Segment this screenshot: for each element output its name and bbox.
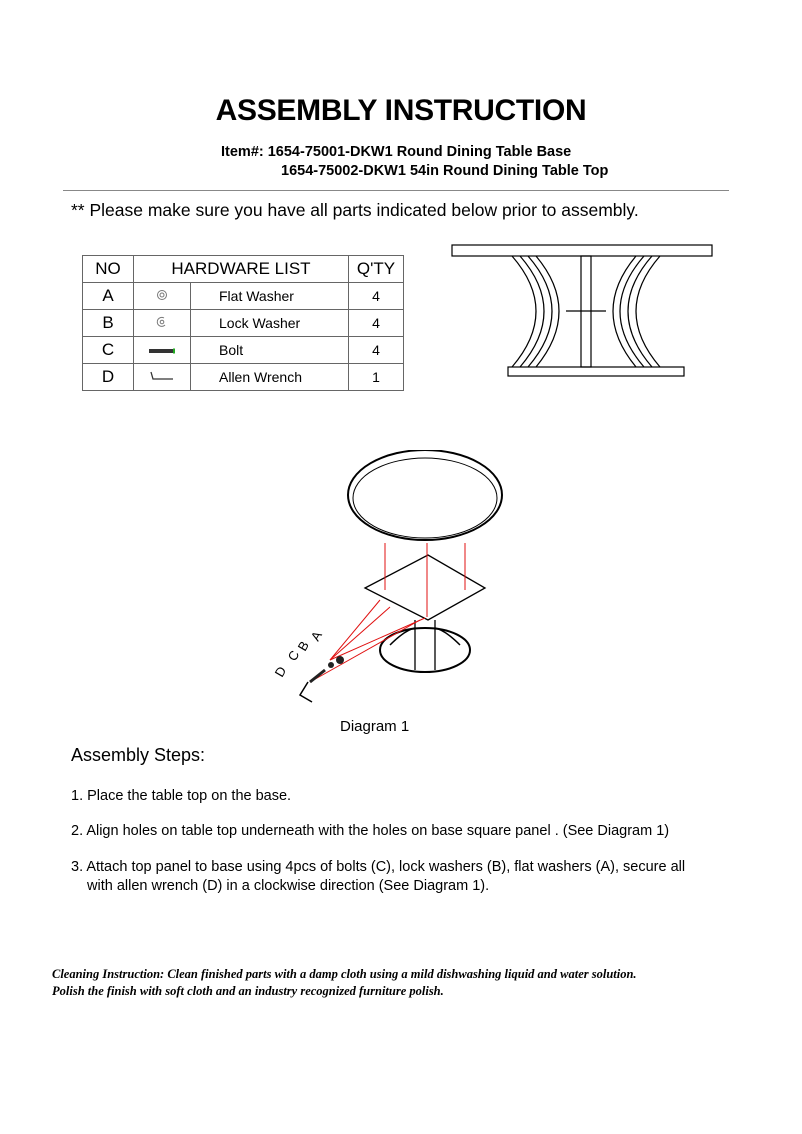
table-row <box>83 337 404 364</box>
table-row <box>83 364 404 391</box>
label-c: C <box>284 647 303 664</box>
row-no: A <box>83 283 134 310</box>
table-row <box>83 283 404 310</box>
row-name: Flat Washer <box>191 283 349 310</box>
label-b: B <box>294 638 312 654</box>
row-no: C <box>83 337 134 364</box>
allen-wrench-icon <box>134 364 191 391</box>
cleaning-instruction-line-2: Polish the finish with soft cloth and an industry recognized furniture polish. <box>52 984 444 998</box>
label-d: D <box>271 663 290 680</box>
divider <box>63 190 729 191</box>
step-1: 1. Place the table top on the base. <box>71 788 292 804</box>
row-qty: 4 <box>349 310 404 337</box>
row-qty: 1 <box>349 364 404 391</box>
step-3-continued: with allen wrench (D) in a clockwise direction (See Diagram 1). <box>87 878 490 894</box>
row-no: B <box>83 310 134 337</box>
step-2: 2. Align holes on table top underneath with the holes on base square panel . (See Diagram 1) <box>71 823 670 839</box>
step-3: 3. Attach top panel to base using 4pcs of bolts (C), lock washers (B), flat washers (A), secure all <box>71 859 686 875</box>
header-hardware-list: HARDWARE LIST <box>134 256 349 283</box>
header-no: NO <box>83 256 134 283</box>
flat-washer-icon <box>134 283 191 310</box>
table-side-elevation-drawing <box>450 243 714 381</box>
page-title: ASSEMBLY INSTRUCTION <box>215 94 587 127</box>
header-qty: Q'TY <box>349 256 404 283</box>
row-name: Lock Washer <box>191 310 349 337</box>
hardware-table <box>82 255 404 391</box>
parts-notice: ** Please make sure you have all parts indicated below prior to assembly. <box>71 200 639 220</box>
label-a: A <box>307 628 325 644</box>
row-qty: 4 <box>349 337 404 364</box>
assembly-steps-heading: Assembly Steps: <box>71 745 206 765</box>
row-name: Bolt <box>191 337 349 364</box>
row-no: D <box>83 364 134 391</box>
cleaning-instruction-line-1: Cleaning Instruction: Clean finished parts with a damp cloth using a mild dishwashing liquid and water solution. <box>52 967 637 981</box>
row-qty: 4 <box>349 283 404 310</box>
assembly-diagram <box>270 450 530 710</box>
table-header-row <box>83 256 404 283</box>
bolt-icon <box>134 337 191 364</box>
diagram-caption: Diagram 1 <box>340 718 410 735</box>
item-number-base: Item#: 1654-75001-DKW1 Round Dining Table Base <box>221 144 572 160</box>
row-name: Allen Wrench <box>191 364 349 391</box>
lock-washer-icon <box>134 310 191 337</box>
item-number-top: 1654-75002-DKW1 54in Round Dining Table Top <box>281 163 609 179</box>
table-row <box>83 310 404 337</box>
